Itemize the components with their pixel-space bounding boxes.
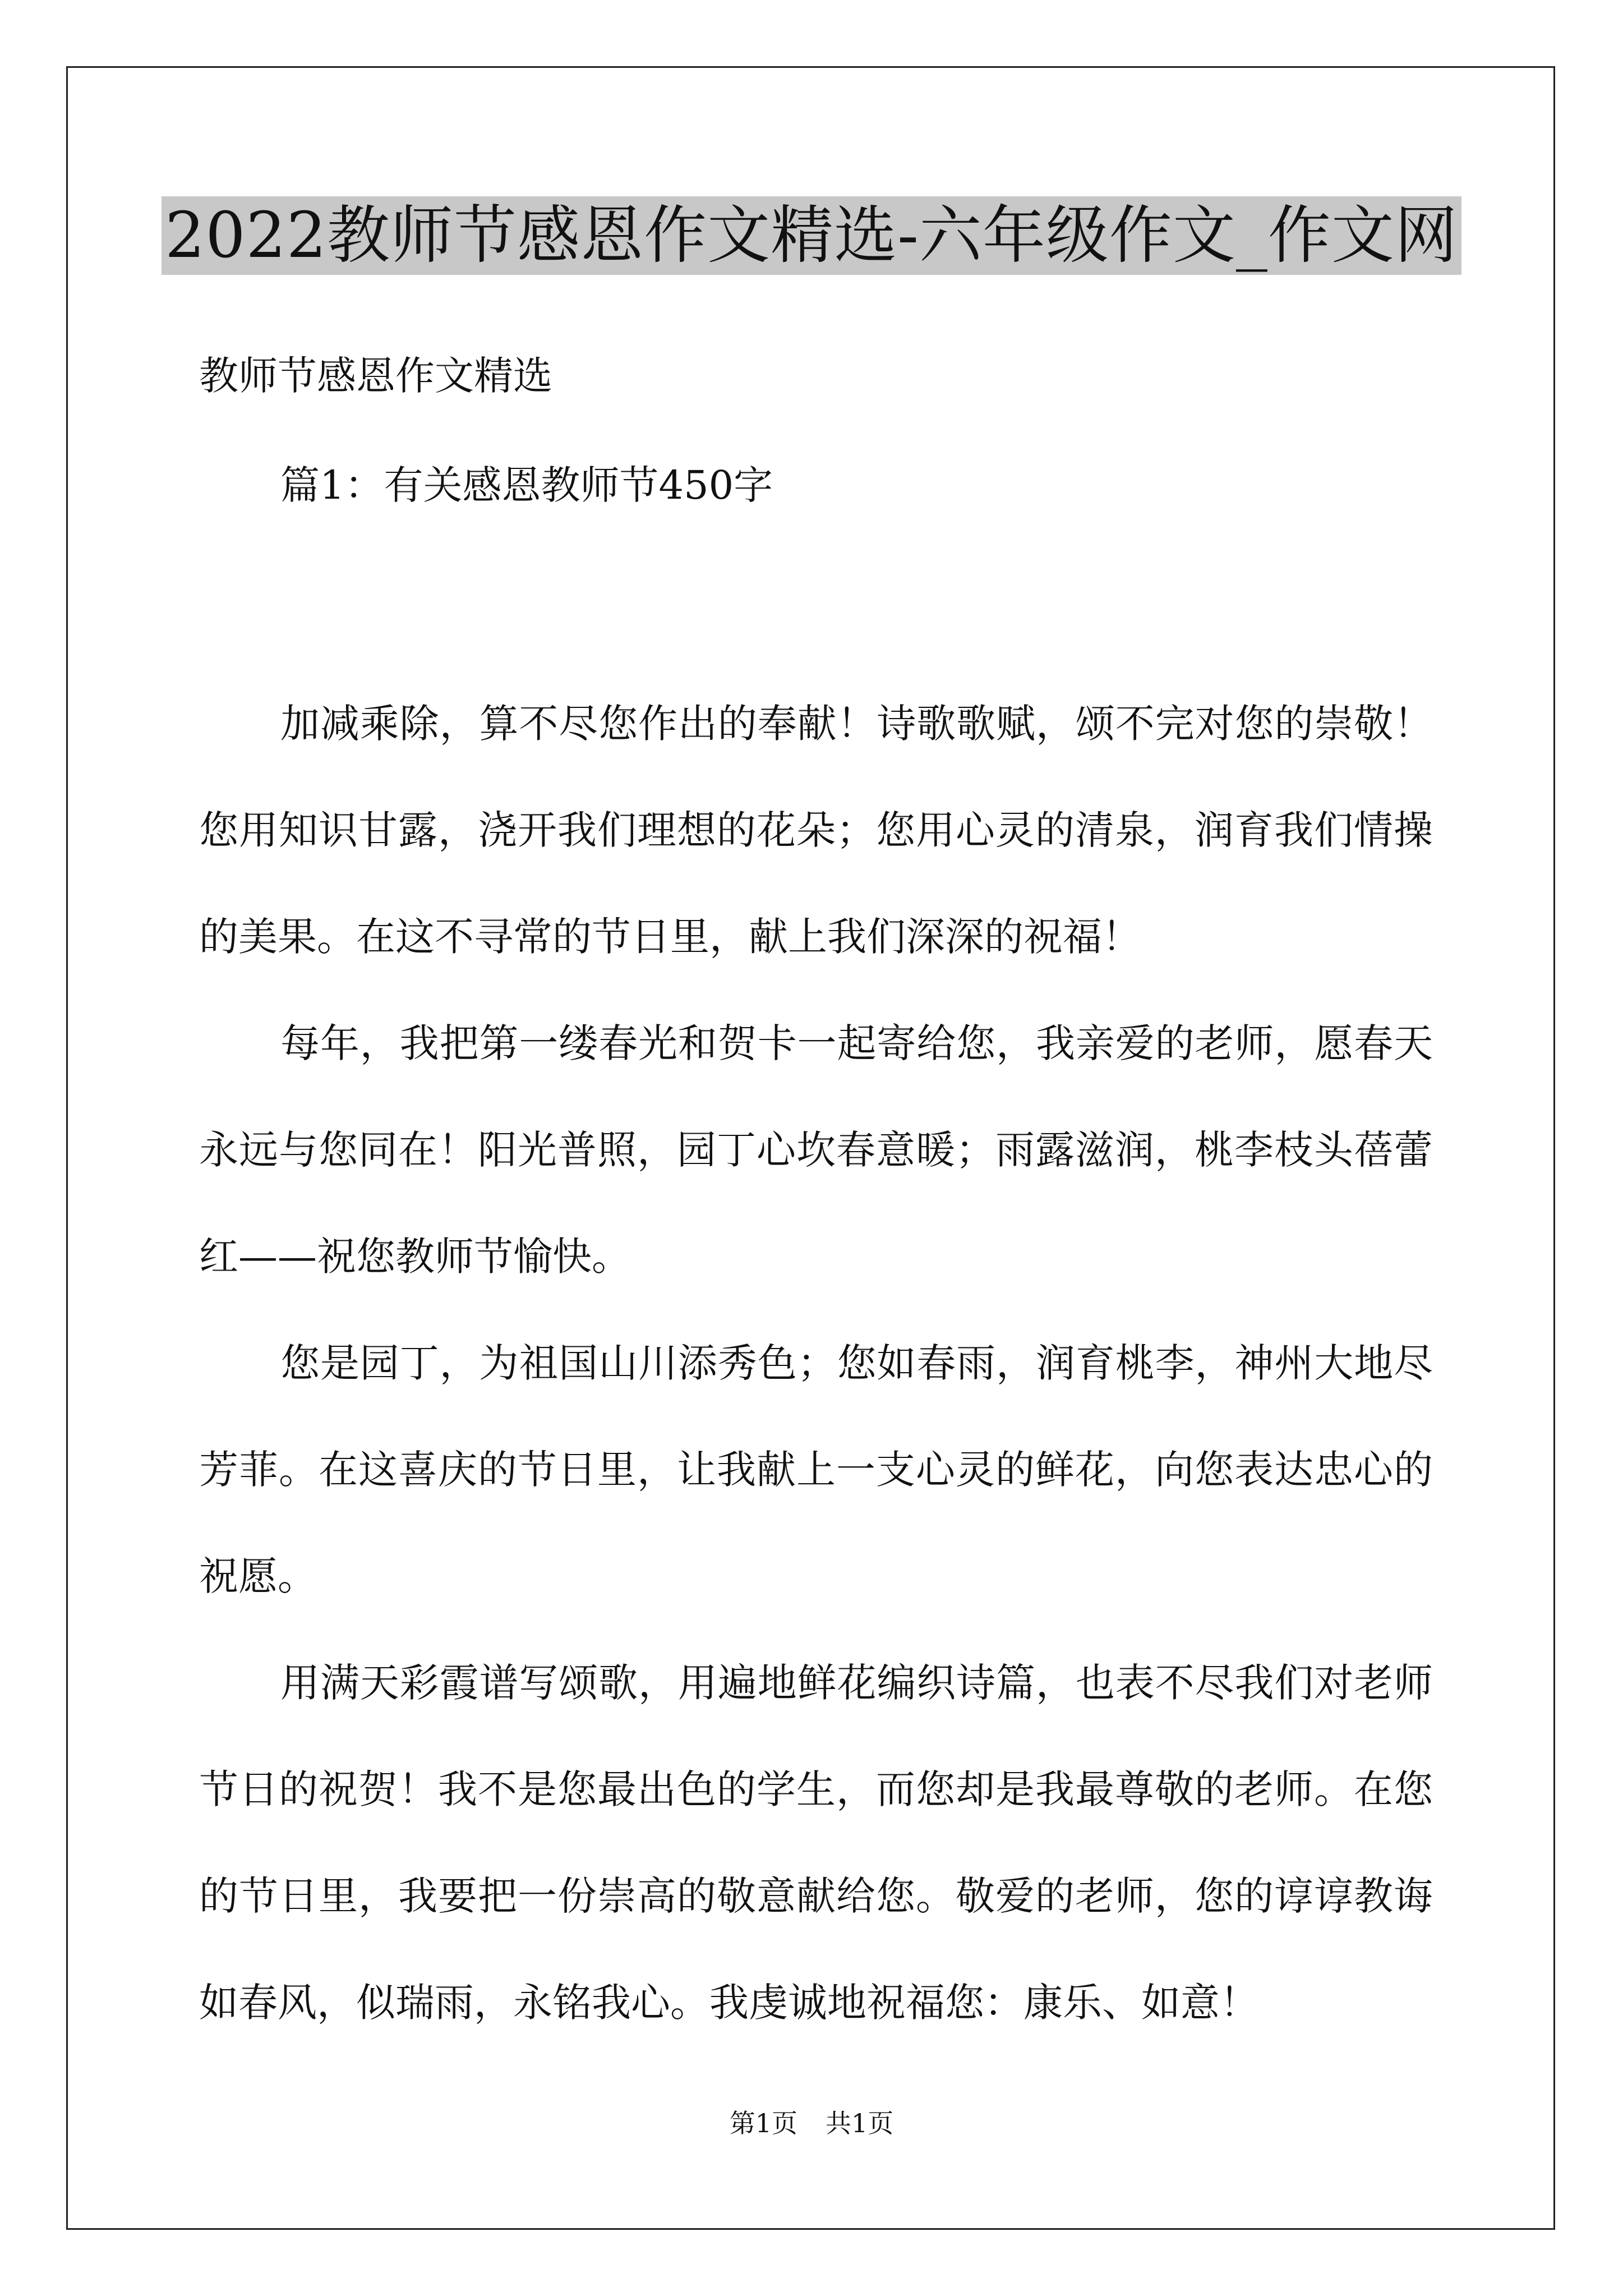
paragraph-3: 您是园丁，为祖国山川添秀色；您如春雨，润育桃李，神州大地尽芳菲。在这喜庆的节日里，让我献上一支心灵的鲜花，向您表达忠心的祝愿。 [199,1340,1433,1599]
paragraph-4: 用满天彩霞谱写颂歌，用遍地鲜花编织诗篇，也表不尽我们对老师节日的祝贺！我不是您最出色的学生，而您却是我最尊敬的老师。在您的节日里，我要把一份崇高的敬意献给您。敬爱的老师，您的谆谆教诲如春风，似瑞雨，永铭我心。我虔诚地祝福您：康乐、如意！ [199,1660,1433,2026]
document-subtitle: 教师节感恩作文精选 [199,353,552,399]
paragraph-2: 每年，我把第一缕春光和贺卡一起寄给您，我亲爱的老师，愿春天永远与您同在！阳光普照，园丁心坎春意暖；雨露滋润，桃李枝头蓓蕾红——祝您教师节愉快。 [199,1020,1433,1280]
body-text [199,670,1433,2056]
page-number-current: 第1页 [729,2108,797,2138]
title-container [0,196,1623,275]
document-title: 2022教师节感恩作文精选-六年级作文_作文网 [162,196,1461,275]
section-heading: 篇1：有关感恩教师节450字 [280,462,773,508]
paragraph-1: 加减乘除，算不尽您作出的奉献！诗歌歌赋，颂不完对您的崇敬！您用知识甘露，浇开我们理想的花朵；您用心灵的清泉，润育我们情操的美果。在这不寻常的节日里，献上我们深深的祝福！ [199,701,1433,960]
page-footer [0,2106,1623,2140]
page-number-total: 共1页 [826,2108,894,2138]
